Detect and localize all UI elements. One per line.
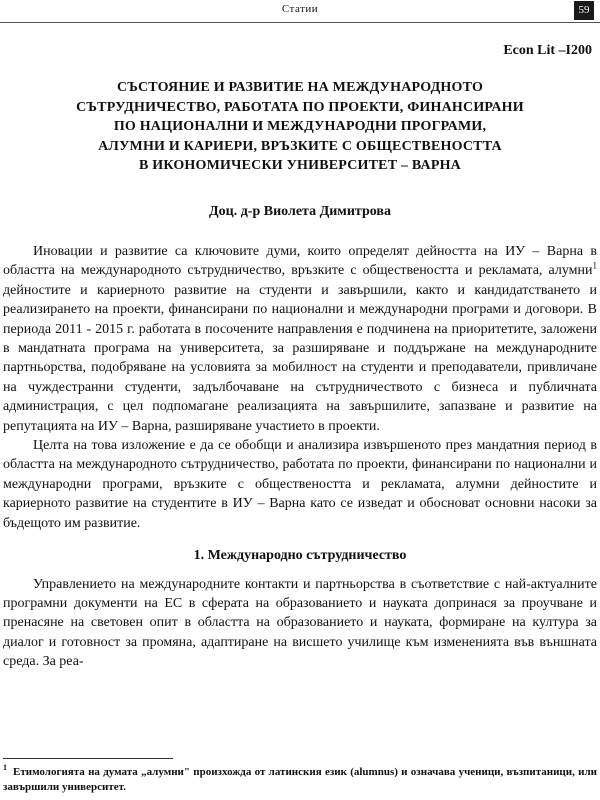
footnote-text: Етимологията на думата „алумни" произхожда от латинския език (alumnus) и означава ученици, възпитаници, или завършили университет.	[3, 766, 597, 793]
paragraph-text: дейностите и кариерното развитие на студенти и завършили, както и кандидатстването и реализирането на проекти, финансирани по национални и международни програми и договори. В периода 2011 - 2015 г. работата в посочените направления е подчинена на приоритетите, заложени в мандатната програма на университета, за разширяване и поддържане на международните партньорства, подобряване на условията за мобилност на студенти и преподаватели, привличане на чуждестранни студенти, задълбочаване на сътрудничеството с бизнеса и публичната администрация, с цел подпомагане реализацията на завършилите, запазване и развитие на репутацията на ИУ – Варна, разширяване участието в проекти.	[3, 282, 597, 434]
article-title	[40, 78, 560, 176]
title-line: СЪСТОЯНИЕ И РАЗВИТИЕ НА МЕЖДУНАРОДНОТО	[116, 80, 484, 95]
section-heading: 1. Международно сътрудничество	[193, 548, 407, 564]
article-body	[3, 242, 597, 672]
page-number: 59	[574, 1, 594, 20]
econlit-classification: Econ Lit –I200	[503, 43, 592, 58]
paragraph: Целта на това изложение е да се обобщи и анализира извършеното през мандатния период в областта на международното сътрудничество, работата по проекти, финансирани по национални и международни програми, връзките с обществеността и рекламата, алумни дейностите и кариерното развитие на студентите в ИУ – Варна като се изведат и обосноват основни насоки за бъдещото им развитие.	[3, 438, 597, 531]
footnote-reference[interactable]: 1	[592, 260, 597, 271]
footnote-divider	[3, 758, 173, 759]
footnote-mark: 1	[3, 763, 7, 773]
paragraph	[3, 242, 597, 436]
running-title: Статии	[281, 3, 319, 15]
title-line: АЛУМНИ И КАРИЕРИ, ВРЪЗКИТЕ С ОБЩЕСТВЕНОСТТА	[98, 138, 502, 154]
title-line: В ИКОНОМИЧЕСКИ УНИВЕРСИТЕТ – ВАРНА	[139, 158, 461, 173]
title-line: СЪТРУДНИЧЕСТВО, РАБОТАТА ПО ПРОЕКТИ, ФИНАНСИРАНИ	[76, 99, 524, 115]
paragraph-text: Иновации и развитие са ключовите думи, които определят дейността на ИУ – Варна в областта на международното сътрудничество, връзките с обществеността и рекламата, алумни	[3, 244, 597, 279]
author-name: Доц. д-р Виолета Димитрова	[209, 204, 391, 219]
paragraph: Управлението на международните контакти и партньорства в съответствие с най-актуалните програмни документи на ЕС в сферата на образованието и науката допринася за проучване и пренасяне на световен опит в областта на образованието и науката, формиране на култура за диалог и готовност за промяна, адаптиране на висшето училище към измененията във външната среда. За реа-	[3, 576, 597, 670]
footnote	[3, 765, 597, 795]
title-line: ПО НАЦИОНАЛНИ И МЕЖДУНАРОДНИ ПРОГРАМИ,	[113, 119, 487, 134]
running-header	[0, 0, 600, 23]
